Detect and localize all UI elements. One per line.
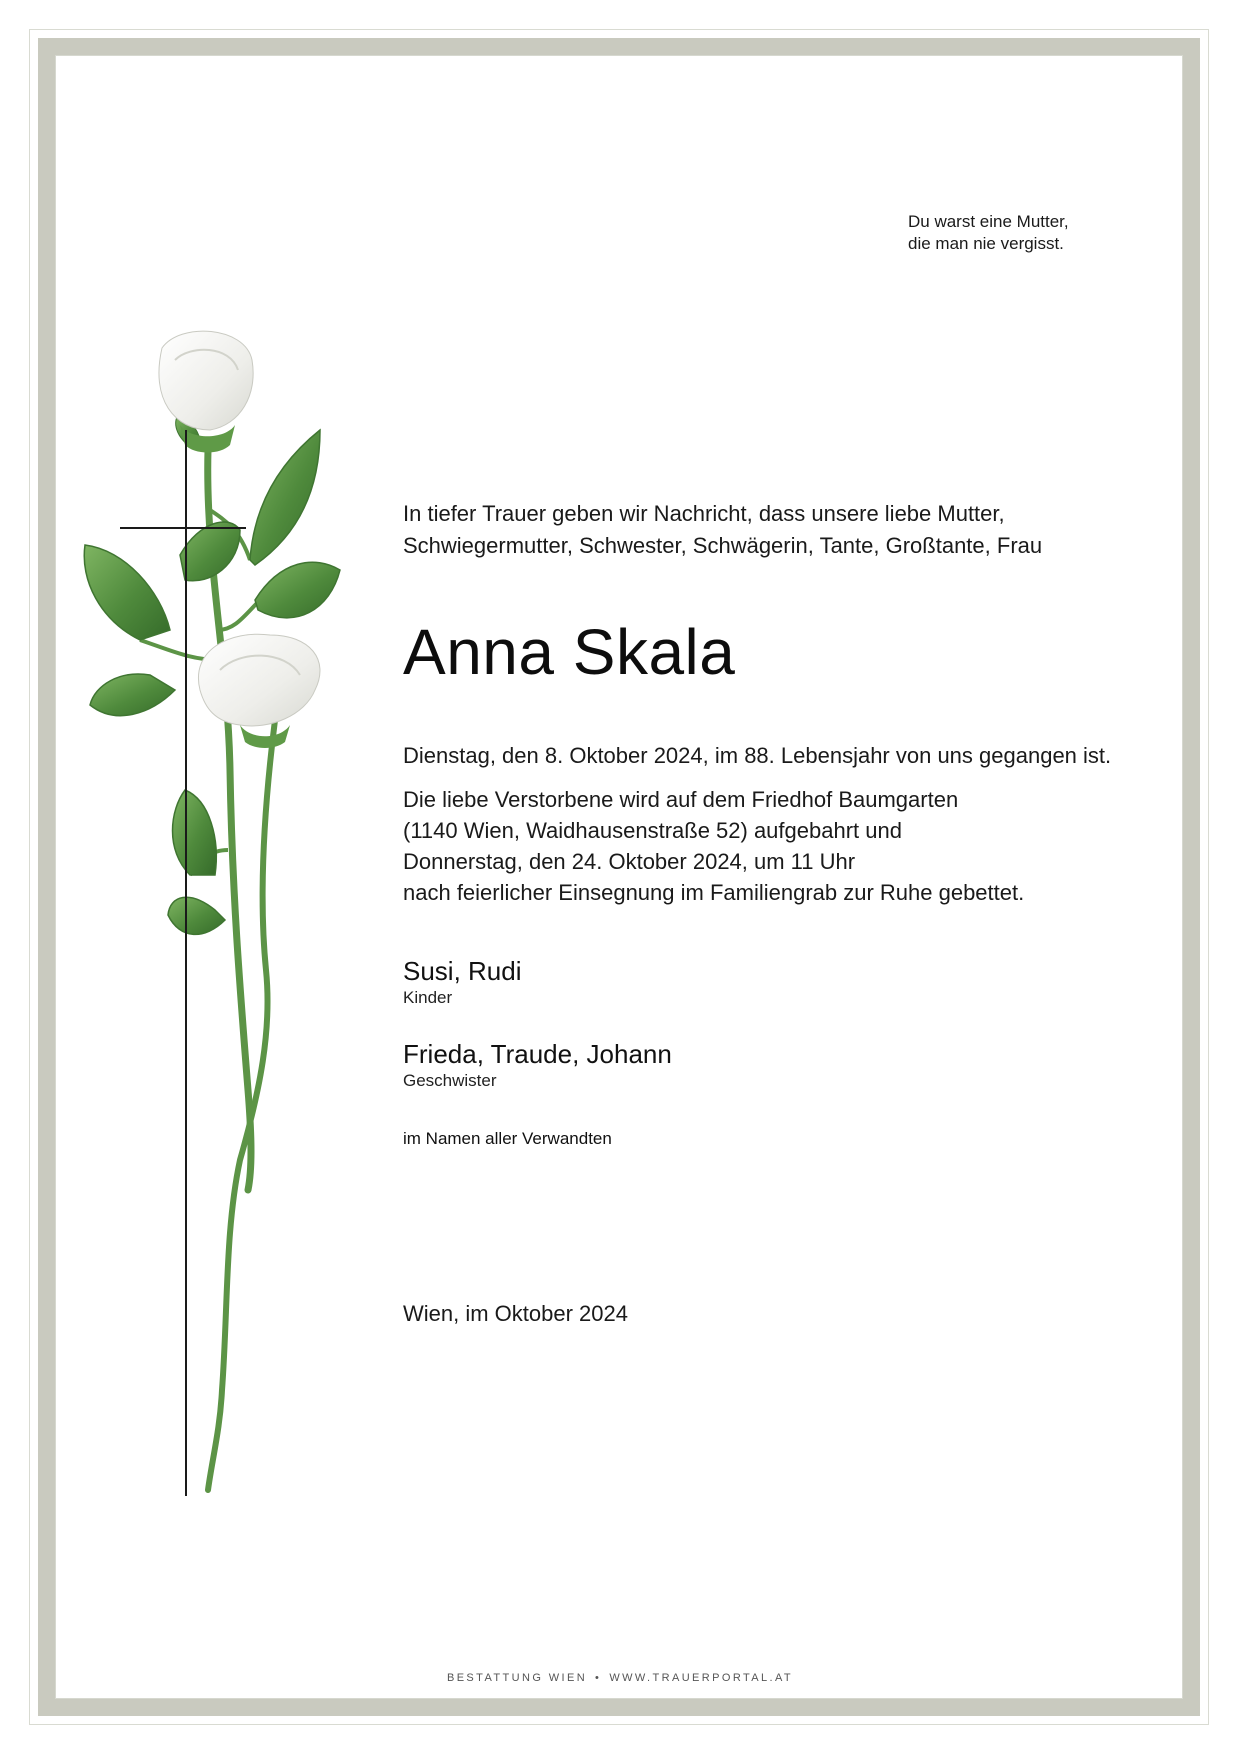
- footer-website-link[interactable]: WWW.TRAUERPORTAL.AT: [609, 1672, 794, 1684]
- mourner-names: Susi, Rudi: [403, 956, 522, 986]
- mourner-group-children: [403, 955, 522, 1009]
- motto-line-1: Du warst eine Mutter,: [908, 212, 1069, 231]
- footer-separator: •: [595, 1672, 602, 1684]
- intro-text: [403, 498, 1163, 562]
- cross-horizontal-bar: [120, 527, 246, 529]
- place-and-date: Wien, im Oktober 2024: [403, 1301, 628, 1326]
- mourner-names: Frieda, Traude, Johann: [403, 1039, 672, 1069]
- cross-vertical-bar: [185, 430, 187, 1496]
- funeral-line-1: Die liebe Verstorbene wird auf dem Friedhof Baumgarten: [403, 787, 959, 812]
- mourner-relation: Kinder: [403, 988, 453, 1007]
- motto-line-2: die man nie vergisst.: [908, 234, 1064, 253]
- death-date-line: Dienstag, den 8. Oktober 2024, im 88. Lebensjahr von uns gegangen ist.: [403, 743, 1112, 768]
- funeral-line-2: (1140 Wien, Waidhausenstraße 52) aufgebahrt und: [403, 818, 902, 843]
- rose-bloom-lower: [198, 634, 320, 748]
- leaf-6: [173, 790, 217, 875]
- funeral-line-4: nach feierlicher Einsegnung im Familiengrab zur Ruhe gebettet.: [403, 880, 1025, 905]
- funeral-details: [403, 784, 1024, 908]
- mourner-group-siblings: [403, 1038, 672, 1092]
- footer-company: BESTATTUNG WIEN: [446, 1672, 588, 1684]
- deceased-name: Anna Skala: [403, 616, 736, 688]
- leaf-3: [180, 522, 240, 581]
- rose-bud-top: [159, 331, 253, 452]
- mourner-relation: Geschwister: [403, 1071, 497, 1090]
- white-rose-illustration: [80, 330, 360, 1500]
- leaf-4: [84, 545, 170, 640]
- leaf-2: [255, 562, 340, 618]
- leaf-7: [168, 897, 225, 934]
- motto-quote: [908, 211, 1069, 255]
- footer-credit: [0, 1672, 1240, 1684]
- intro-line-1: In tiefer Trauer geben wir Nachricht, dass unsere liebe Mutter,: [403, 501, 1005, 526]
- leaf-1: [250, 430, 320, 565]
- funeral-line-3: Donnerstag, den 24. Oktober 2024, um 11 Uhr: [403, 849, 856, 874]
- closing-note: im Namen aller Verwandten: [403, 1129, 612, 1148]
- leaf-5: [90, 674, 175, 716]
- rose-stem-second: [208, 720, 275, 1490]
- intro-line-2: Schwiegermutter, Schwester, Schwägerin, Tante, Großtante, Frau: [403, 533, 1043, 558]
